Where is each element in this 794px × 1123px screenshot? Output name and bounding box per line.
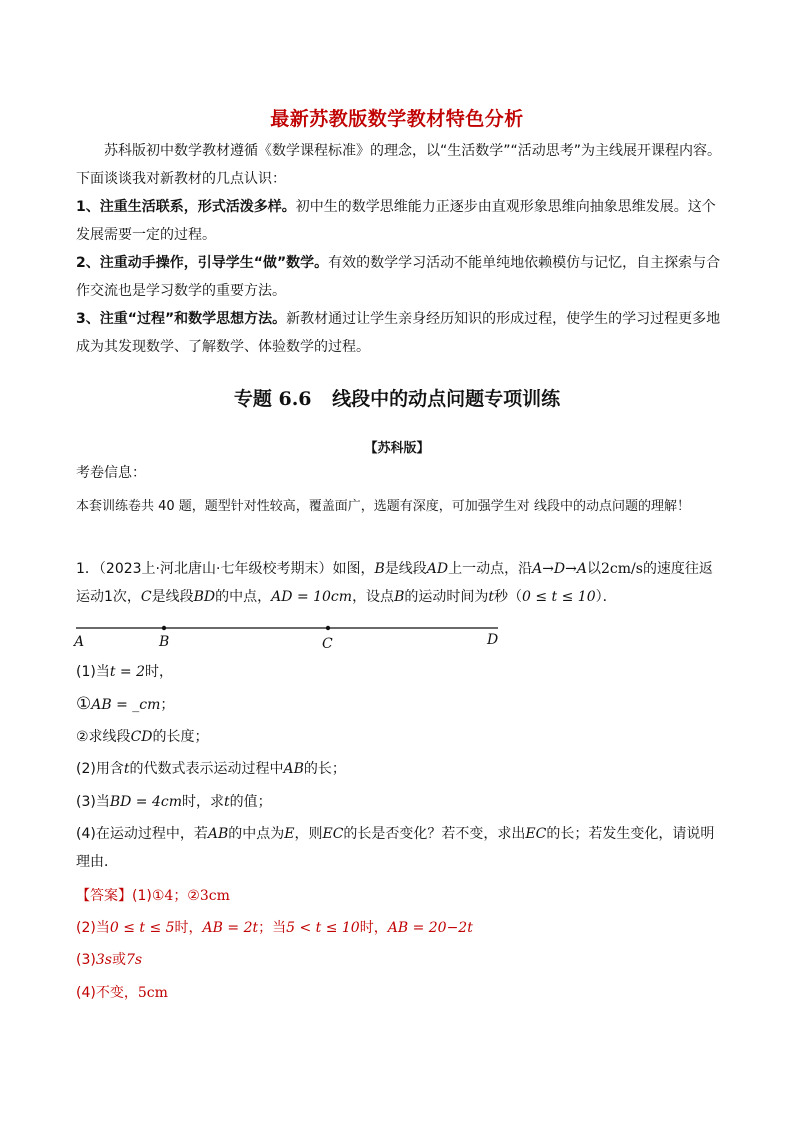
- part-math: AB = _cm: [91, 697, 161, 713]
- part-4: [76, 820, 726, 876]
- edition-label: 【苏科版】: [364, 441, 430, 456]
- segment-figure: [70, 618, 510, 652]
- part-math: AB: [207, 826, 229, 842]
- answer-text: (3): [76, 952, 96, 968]
- part-text: (1)当: [76, 664, 110, 680]
- answer-math: AB = 20−2t: [387, 920, 473, 936]
- answer-4: [76, 979, 726, 1007]
- answer-2: [76, 914, 726, 942]
- answer-3: [76, 946, 726, 974]
- answer-math: 7s: [125, 952, 143, 968]
- intro-item-3-heading: 3、注重“过程”和数学思想方法。: [76, 311, 287, 327]
- stem-text: 如图，: [332, 561, 375, 577]
- answer-math: 3s: [95, 952, 112, 968]
- stem-math: B: [394, 589, 405, 605]
- answer-1: [76, 882, 726, 910]
- stem-math: A→D→A: [532, 561, 587, 577]
- answer-label: 【答案】: [76, 888, 132, 904]
- part-1-1: [76, 690, 726, 719]
- answer-math: 5cm: [137, 985, 168, 1001]
- stem-math: 0 ≤ t ≤ 10: [522, 589, 596, 605]
- part-text: ②求线段: [76, 729, 131, 745]
- part-math: BD = 4cm: [109, 794, 183, 810]
- intro-item-1-heading: 1、注重生活联系，形式活泼多样。: [76, 199, 296, 215]
- part-1-2: [76, 723, 726, 751]
- part-math: EC: [525, 826, 547, 842]
- stem-math: t: [488, 589, 494, 605]
- point-b-dot: [162, 626, 166, 630]
- stem-text: ，设点: [352, 589, 395, 605]
- point-c-dot: [326, 626, 330, 630]
- label-a: A: [74, 634, 85, 650]
- stem-text: 是线段: [151, 589, 194, 605]
- answer-math: AB = 2t: [202, 920, 259, 936]
- answer-text: 或: [111, 952, 126, 968]
- stem-math: B: [374, 561, 385, 577]
- part-math: t = 2: [109, 664, 146, 680]
- intro-item-3-text: 新教材通过让学生亲身经历知识的形成过程，使学生的学习过程更多地成为其发现数学、了解数学、体验数学的过程。: [76, 311, 721, 355]
- part-text: 时，: [145, 664, 174, 680]
- stem-text: 秒（: [494, 589, 522, 605]
- question-source: （2023上·河北唐山·七年级校考期末）: [98, 561, 333, 577]
- part-text: ；: [160, 697, 175, 713]
- part-text: (4)在运动过程中，若: [76, 826, 208, 842]
- answer-text: ；当: [258, 920, 287, 936]
- part-text: 的长；若发生变化，请说明理由．: [76, 826, 715, 870]
- stem-text: 的运动时间为: [404, 589, 489, 605]
- part-text: 的值；: [229, 794, 272, 810]
- answer-math: 3cm: [199, 888, 230, 904]
- stem-math: C: [140, 589, 152, 605]
- question-number: 1．: [76, 561, 99, 577]
- part-text: 的长；: [303, 761, 346, 777]
- part-1: [76, 658, 726, 686]
- exam-info-desc: 本套训练卷共 40 题，题型针对性较高，覆盖面广，选题有深度，可加强学生对 线段中的动点问题的理解！: [76, 499, 690, 514]
- part-math: t: [123, 761, 130, 777]
- label-c: C: [322, 636, 333, 652]
- stem-text: ）．: [595, 589, 617, 605]
- circle-num: ①: [76, 694, 92, 714]
- intro-item-2-text: 有效的数学学习活动不能单纯地依赖模仿与记忆，自主探索与合作交流也是学习数学的重要方法。: [76, 255, 721, 299]
- stem-text: 以: [587, 561, 601, 577]
- answer-math: 0 ≤ t ≤ 5: [109, 920, 175, 936]
- stem-text: 的中点，: [215, 589, 272, 605]
- part-math: CD: [130, 729, 153, 745]
- part-math: AB: [283, 761, 304, 777]
- answer-text: (4)不变，: [76, 985, 138, 1001]
- part-text: 时，求: [182, 794, 225, 810]
- stem-text: 的速度往返运动1次，: [76, 561, 713, 605]
- topic-prefix: 专题: [233, 388, 272, 410]
- intro-item-2: [76, 249, 726, 305]
- part-text: 的长度；: [152, 729, 209, 745]
- topic-number: 6.6: [278, 388, 312, 410]
- topic-name: 线段中的动点问题专项训练: [332, 388, 561, 410]
- intro-paragraph: 苏科版初中数学教材遵循《数学课程标准》的理念，以“生活数学”“活动思考”为主线展开课程内容。下面谈谈我对新教材的几点认识：: [76, 143, 722, 187]
- exam-info-label: 考卷信息：: [76, 465, 146, 481]
- answer-text: (2)当: [76, 920, 110, 936]
- part-text: 的代数式表示运动过程中: [129, 761, 284, 777]
- answer-text: 时，: [174, 920, 203, 936]
- part-math: t: [224, 794, 230, 810]
- label-d: D: [487, 632, 499, 648]
- part-math: E: [284, 826, 295, 842]
- topic-title: [0, 384, 794, 411]
- part-text: (2)用含: [76, 761, 124, 777]
- stem-math: AD = 10cm: [271, 589, 353, 605]
- answer-text: 时，: [359, 920, 388, 936]
- answer-text: (1)①: [132, 888, 165, 904]
- answer-text: ；②: [173, 888, 200, 904]
- intro-item-3: [76, 305, 726, 361]
- intro-item-2-heading: 2、注重动手操作，引导学生“做”数学。: [76, 255, 329, 271]
- intro-item-1-text: 初中生的数学思维能力正逐步由直观形象思维向抽象思维发展。这个发展需要一定的过程。: [76, 199, 716, 243]
- part-math: EC: [322, 826, 344, 842]
- part-text: 的中点为: [228, 826, 285, 842]
- stem-text: 是线段: [384, 561, 427, 577]
- part-2: [76, 755, 726, 783]
- question-stem: [76, 555, 726, 611]
- part-text: (3)当: [76, 794, 110, 810]
- answer-math: 5 < t ≤ 10: [286, 920, 360, 936]
- stem-text: 上一动点，沿: [448, 561, 533, 577]
- part-3: [76, 788, 726, 816]
- intro-item-1: [76, 193, 726, 249]
- page-title: 最新苏教版数学教材特色分析: [270, 108, 524, 130]
- part-text: 的长是否变化？若不变，求出: [343, 826, 526, 842]
- answer-math: 4: [164, 888, 174, 904]
- stem-math: BD: [193, 589, 216, 605]
- part-text: ，则: [294, 826, 323, 842]
- label-b: B: [159, 634, 170, 650]
- stem-math: AD: [426, 561, 449, 577]
- stem-math: 2cm/s: [601, 561, 643, 577]
